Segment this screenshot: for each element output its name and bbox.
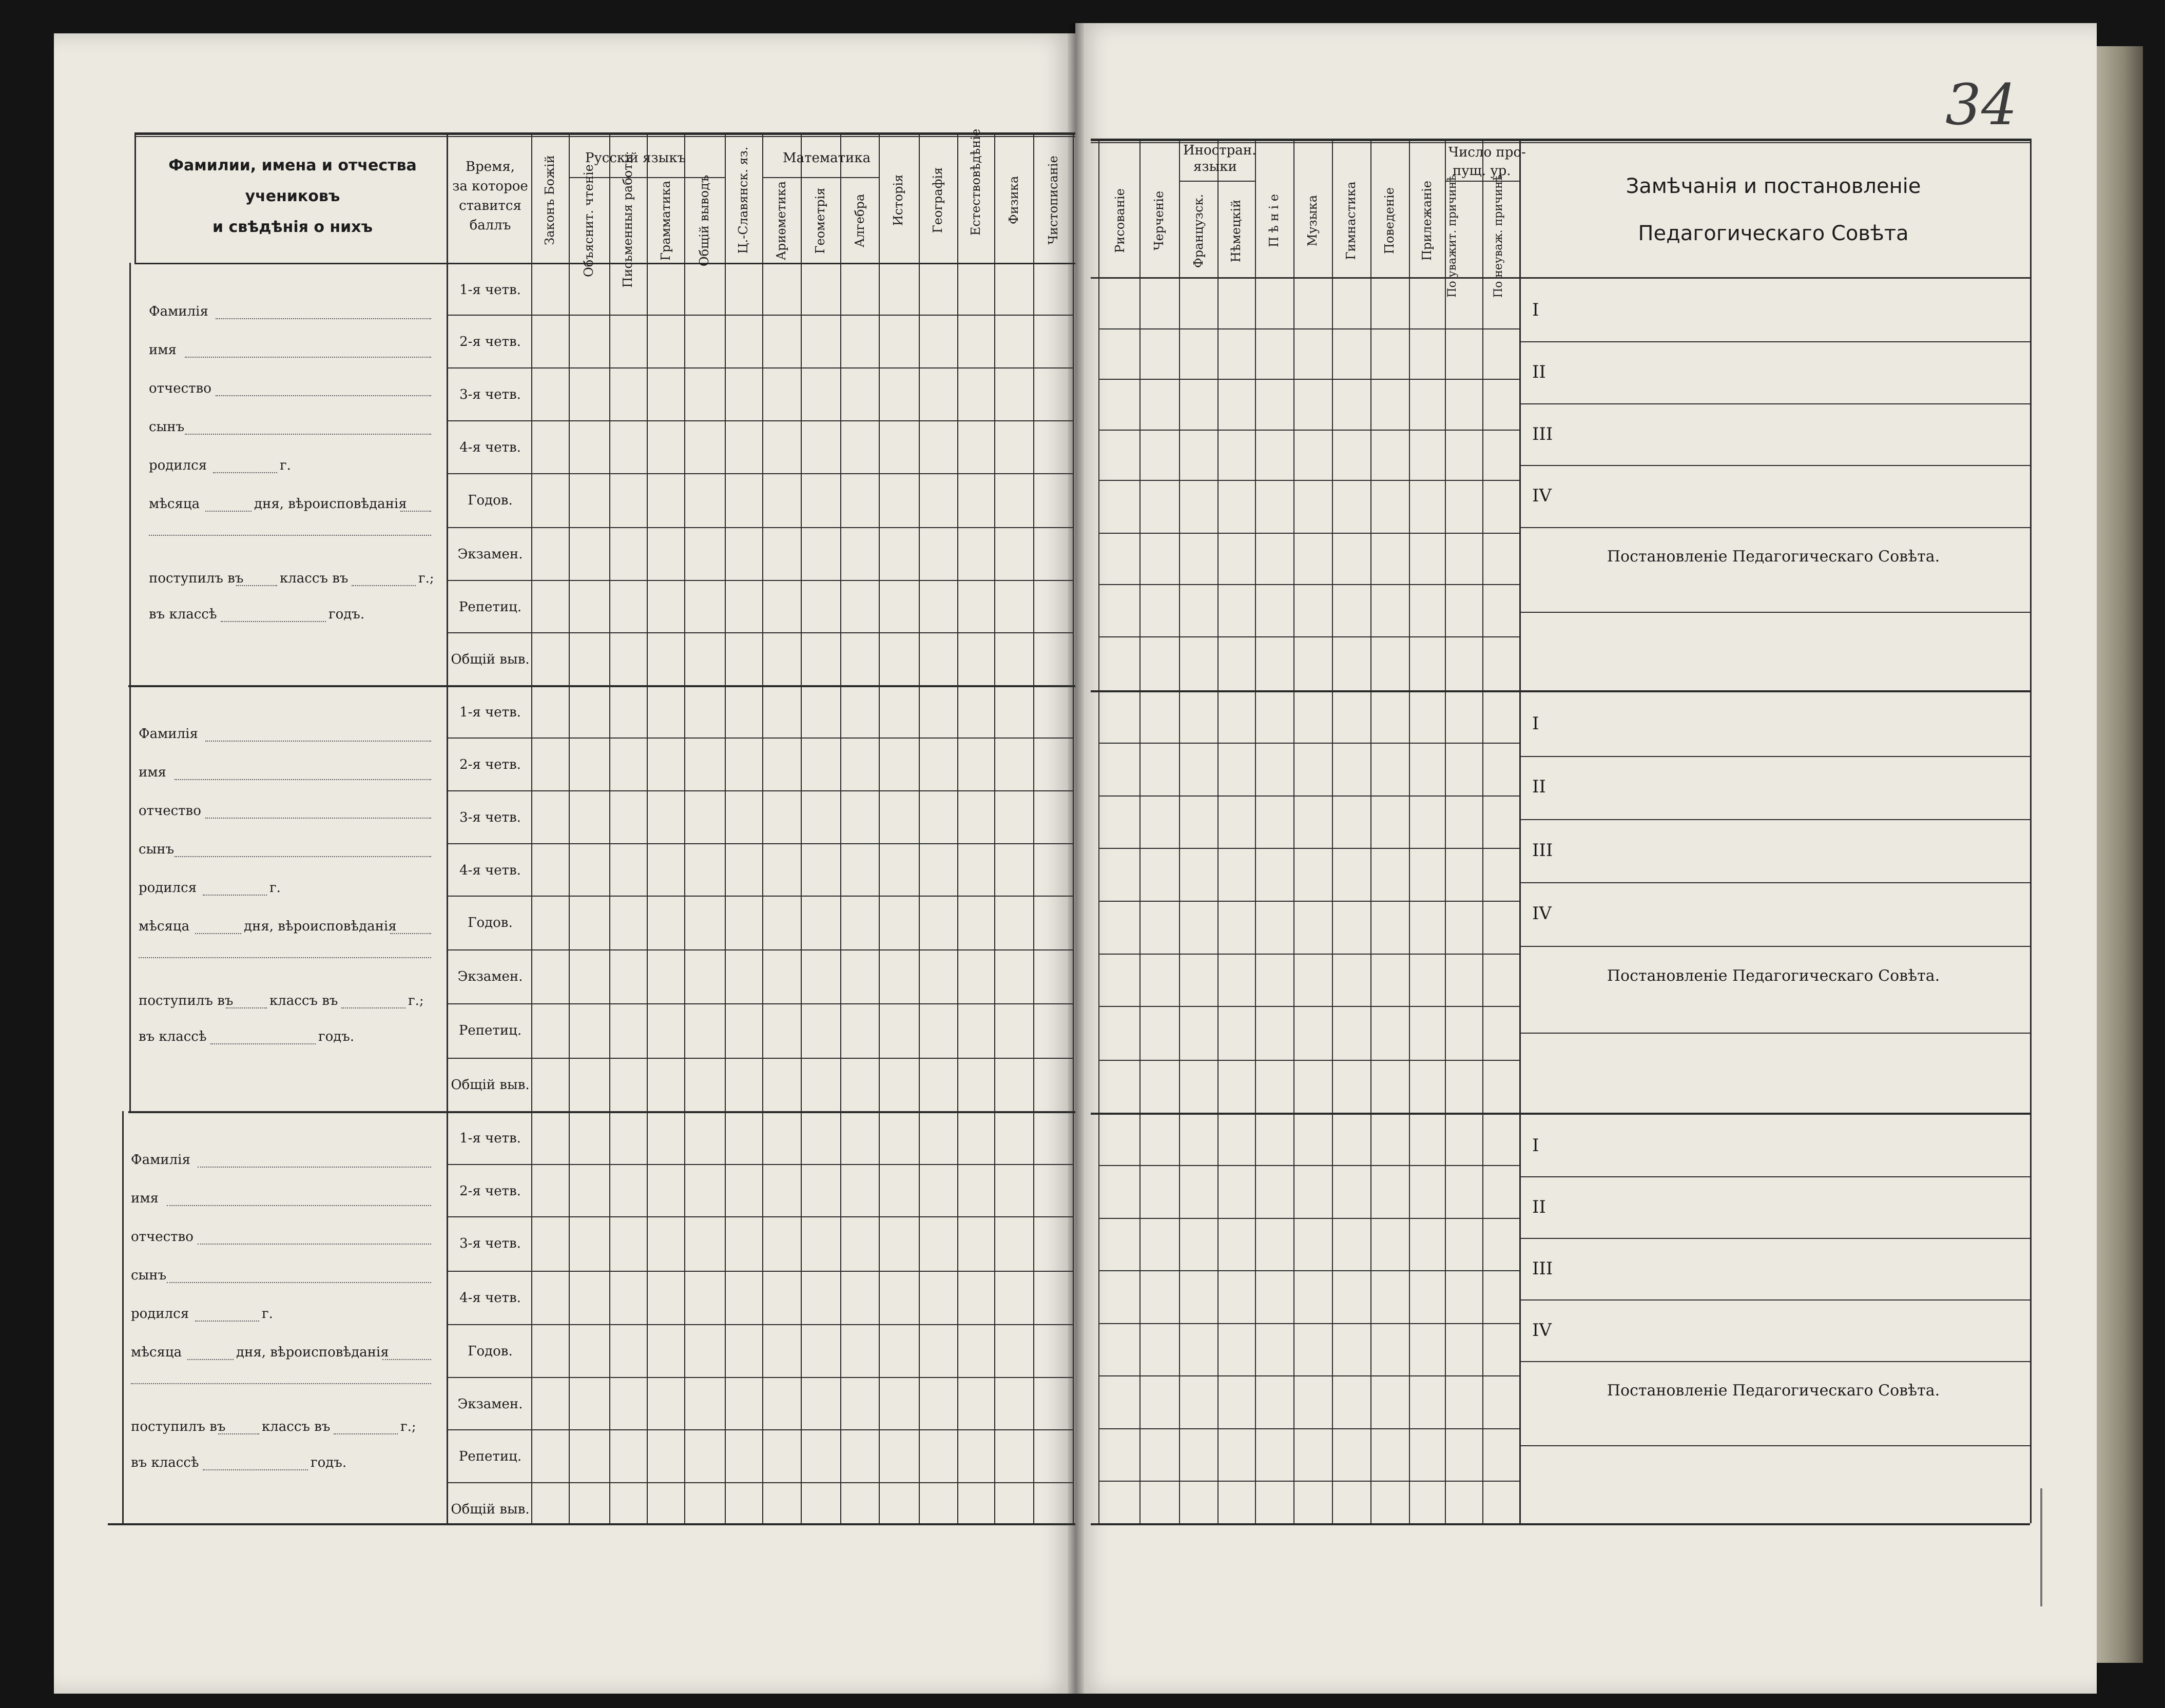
subject-header: Прилежаніе [1420,181,1434,261]
printer-imprint-mark [2040,1488,2042,1606]
field-class-label: классъ въ [280,571,349,586]
row-label: Годов. [468,493,513,508]
dotted-fill-line [167,1282,431,1283]
dotted-fill-line [226,1007,267,1008]
subject-header: Письменныя работы [621,153,635,288]
column-line [609,132,610,1523]
dotted-fill-line [216,395,431,396]
grade-row-line [1098,1375,1519,1376]
grade-row-line [447,1482,1073,1483]
field-patronymic-label: отчество [131,1229,194,1245]
row-label: 4-я четв. [459,863,521,878]
quarter-numeral: IV [1532,486,1552,506]
column-line [1332,139,1333,1523]
math-group-rule [762,177,879,178]
dotted-fill-line [390,933,431,934]
row-label: Экзамен. [457,1396,523,1412]
field-month-label: мѣсяца [139,919,190,934]
grade-row-line [447,1164,1073,1165]
column-line [1482,139,1483,1523]
subject-header: Поведеніе [1382,187,1397,254]
grade-row-line [1098,1060,1519,1061]
remarks-row-line [1519,612,2030,613]
row-label: 2-я четв. [459,1183,521,1199]
column-line [1179,139,1180,1523]
dotted-fill-line [236,585,277,586]
foreign-languages-group: языки [1193,159,1237,174]
grade-row-line [447,1377,1073,1378]
dotted-fill-line [175,779,431,780]
time-header-label: за которое [452,179,528,194]
field-year-suffix: г. [280,458,291,473]
row-label: Общій выв. [451,1077,530,1093]
grade-row-line [447,1003,1073,1004]
math-group: Математика [783,150,871,166]
quarter-numeral: II [1532,1197,1546,1217]
subject-header: Чистописаніе [1046,156,1060,245]
field-son-label: сынъ [139,842,175,857]
row-label: Общій выв. [451,1502,530,1517]
students-header-title: учениковъ [245,187,340,205]
column-line [1370,139,1371,1523]
page-number: 34 [1945,72,2017,138]
row-label: Репетиц. [458,1449,522,1464]
subject-header: Ариѳметика [774,181,788,261]
russian-language-group: Русскій языкъ [585,150,686,166]
absence-group: пущ. ур. [1453,163,1511,179]
left-border [122,1111,124,1523]
row-label: 1-я четв. [459,1131,521,1146]
grade-row-line [1098,1006,1519,1007]
dotted-fill-line [205,511,252,512]
grade-row-line [447,580,1073,581]
row-label: Репетиц. [458,599,522,615]
column-line [1033,132,1034,1523]
council-decision-label: Постановленіе Педагогическаго Совѣта. [1607,967,1940,985]
grade-row-line [1098,480,1519,481]
field-patronymic-label: отчество [149,381,211,396]
field-admitted-label: поступилъ въ [139,993,234,1008]
students-header-title: Фамилии, имена и отчества [168,157,417,174]
grade-row-line [447,263,1073,264]
row-label: 1-я четв. [459,705,521,720]
subject-header: По уважит. причинѣ [1446,174,1459,298]
remarks-row-line [1519,1033,2030,1034]
table-top-border [134,132,1075,135]
subject-header: Географія [931,167,945,234]
field-born-label: родился [149,458,207,473]
dotted-fill-line [203,1469,308,1470]
quarter-numeral: II [1532,362,1546,382]
field-admitted-label: поступилъ въ [149,571,244,586]
field-surname-label: Фамилія [149,304,208,319]
column-line [684,132,685,1523]
column-line [762,132,763,1523]
row-label: 3-я четв. [459,1236,521,1251]
quarter-numeral: I [1532,713,1539,734]
grade-row-line [1098,584,1519,585]
subject-header: Французск. [1191,193,1206,268]
dotted-fill-line [175,856,431,857]
column-line [725,132,726,1523]
row-label: 2-я четв. [459,334,521,350]
grade-row-line [1098,848,1519,849]
right-page [1075,23,2097,1694]
dotted-fill-line [195,933,241,934]
remarks-row-line [1519,1238,2030,1239]
column-line [994,132,995,1523]
dotted-fill-line [400,511,431,512]
row-label: 4-я четв. [459,440,521,455]
grade-row-line [447,632,1073,633]
dotted-fill-line [334,1433,398,1434]
quarter-numeral: III [1532,1258,1553,1279]
dotted-fill-line [185,434,431,435]
grade-row-line [1098,533,1519,534]
field-in-class-label: въ классѣ [139,1029,207,1044]
grade-row-line [447,1216,1073,1217]
remarks-row-line [1519,527,2030,528]
subject-header: Геометрія [813,187,827,254]
remarks-row-line [1519,341,2030,342]
row-label: Общій выв. [451,652,530,667]
subject-header: Естествовѣдѣніе [969,128,983,236]
dotted-fill-line [218,1433,259,1434]
column-line [447,132,448,1523]
field-in-class-label: въ классѣ [149,607,217,622]
students-header-title: и свѣдѣнія о нихъ [212,218,373,236]
dotted-fill-line [221,621,326,622]
column-line [1445,139,1446,1523]
column-line [879,132,880,1523]
dotted-fill-line [198,1244,431,1245]
field-religion-label: дня, вѣроисповѣданія [254,496,407,512]
field-month-label: мѣсяца [131,1345,182,1360]
time-header-label: ставится [459,198,521,214]
field-year-semicolon: г.; [400,1419,416,1434]
grade-row-line [1098,1428,1519,1429]
column-line [919,132,920,1523]
dotted-fill-line [382,1359,431,1360]
grade-row-line [447,420,1073,421]
quarter-numeral: IV [1532,1320,1552,1341]
field-admitted-label: поступилъ въ [131,1419,226,1434]
grade-row-line [1098,743,1519,744]
remarks-row-line [1519,465,2030,466]
dotted-fill-line [352,585,416,586]
grade-row-line [1098,795,1519,797]
column-line [1217,139,1219,1523]
remarks-row-line [1519,1176,2030,1177]
subject-header: Музыка [1305,195,1320,247]
field-year-suffix: г. [269,880,281,896]
grade-row-line [1098,1218,1519,1219]
grade-row-line [447,1324,1073,1325]
field-year-label: годъ. [311,1455,347,1470]
dotted-fill-line [195,1321,259,1322]
dotted-fill-line [341,1007,405,1008]
grade-row-line [447,367,1073,368]
row-label: Годов. [468,915,513,930]
subject-header: Алгебра [853,193,867,248]
dotted-fill-line [167,1205,431,1206]
dotted-fill-line [210,1043,316,1044]
subject-header: Объяснит. чтеніе [582,164,596,277]
row-label: Репетиц. [458,1023,522,1038]
quarter-numeral: I [1532,300,1539,320]
grade-row-line [447,1058,1073,1059]
field-religion-label: дня, вѣроисповѣданія [244,919,397,934]
grade-row-line [1098,954,1519,955]
left-page [54,33,1075,1694]
grade-row-line [447,1271,1073,1272]
left-border [129,263,131,1111]
column-line [1293,139,1294,1523]
grade-row-line [447,896,1073,897]
subject-header: Законъ Божій [543,155,557,245]
quarter-numeral: II [1532,777,1546,797]
column-line [1409,139,1410,1523]
row-label: 3-я четв. [459,387,521,402]
field-year-semicolon: г.; [418,571,434,586]
grade-row-line [1098,1481,1519,1482]
table-top-border-inner [134,136,1075,137]
subject-header: Гимнастика [1344,181,1358,260]
column-line [801,132,802,1523]
field-class-label: классъ въ [269,993,338,1008]
grade-row-line [1098,1165,1519,1166]
grade-row-line [1098,636,1519,637]
dotted-fill-line [139,957,431,958]
remarks-row-line [1519,1445,2030,1446]
grade-row-line [1098,690,1519,691]
council-decision-label: Постановленіе Педагогическаго Совѣта. [1607,1382,1940,1400]
field-born-label: родился [131,1306,189,1322]
column-line [1098,139,1099,1523]
grade-row-line [447,1111,1073,1112]
field-year-label: годъ. [328,607,365,622]
column-line [1519,139,1521,1523]
grade-row-line [1098,1113,1519,1114]
remarks-header: Замѣчанія и постановленіе [1626,174,1921,198]
grade-row-line [447,527,1073,528]
grade-row-line [447,949,1073,950]
field-year-semicolon: г.; [408,993,424,1008]
column-line [569,132,570,1523]
grade-row-line [447,1523,1073,1524]
quarter-numeral: III [1532,840,1553,861]
field-class-label: классъ въ [262,1419,331,1434]
subject-header: По неуваж. причинѣ [1492,174,1505,298]
field-year-label: годъ. [318,1029,355,1044]
field-in-class-label: въ классѣ [131,1455,199,1470]
field-month-label: мѣсяца [149,496,200,512]
remarks-row-line [1519,882,2030,883]
subject-header: Физика [1007,176,1021,225]
subject-header: Исторія [891,174,905,226]
grade-row-line [447,473,1073,474]
right-border [2030,139,2032,1523]
subject-header: Черченіе [1152,190,1166,251]
field-surname-label: Фамилія [139,726,198,742]
column-line [1139,139,1141,1523]
field-year-suffix: г. [262,1306,273,1322]
field-son-label: сынъ [131,1268,167,1283]
dotted-fill-line [198,1167,431,1168]
remarks-row-line [1519,403,2030,404]
row-label: 2-я четв. [459,757,521,772]
remarks-header: Педагогическаго Совѣта [1638,222,1909,245]
grade-row-line [1098,1323,1519,1324]
row-label: 4-я четв. [459,1290,521,1306]
row-label: 3-я четв. [459,810,521,825]
column-line [647,132,648,1523]
dotted-fill-line [216,318,431,319]
dotted-fill-line [203,895,267,896]
field-name-label: имя [139,765,166,780]
grade-row-line [447,1429,1073,1430]
remarks-row-line [1519,1361,2030,1362]
quarter-numeral: IV [1532,903,1552,924]
remarks-row-line [1519,946,2030,947]
grade-row-line [1098,328,1519,329]
table-top-border [1091,139,2030,141]
column-line [1073,132,1074,1523]
grade-row-line [1098,1270,1519,1271]
field-born-label: родился [139,880,197,896]
remarks-row-line [1519,756,2030,757]
subject-header: Рисованіе [1113,188,1127,253]
row-label: Экзамен. [457,969,523,984]
grade-row-line [1098,430,1519,431]
subject-header: П ѣ н і е [1267,194,1281,247]
column-line [957,132,958,1523]
quarter-numeral: I [1532,1135,1539,1156]
dotted-fill-line [185,357,431,358]
dotted-fill-line [149,535,431,536]
grade-row-line [1098,901,1519,902]
grade-row-line [447,843,1073,844]
subject-header: Грамматика [659,181,673,261]
remarks-row-line [1519,1299,2030,1301]
field-surname-label: Фамилія [131,1152,190,1168]
row-label: Экзамен. [457,547,523,562]
quarter-numeral: III [1532,424,1553,444]
field-patronymic-label: отчество [139,803,201,819]
field-name-label: имя [131,1191,159,1206]
grade-row-line [447,685,1073,686]
field-son-label: сынъ [149,419,185,435]
subject-header: Общій выводъ [697,174,711,267]
subject-header: Ц.-Славянск. яз. [736,146,750,254]
dotted-fill-line [187,1359,234,1360]
foreign-group-rule [1179,181,1255,182]
dotted-fill-line [213,472,277,473]
column-line [840,132,841,1523]
grade-row-line [1098,1523,1519,1524]
field-religion-label: дня, вѣроисповѣданія [236,1345,389,1360]
dotted-fill-line [205,818,431,819]
dotted-fill-line [205,741,431,742]
remarks-row-line [1519,819,2030,820]
grade-row-line [447,790,1073,791]
row-label: 1-я четв. [459,282,521,298]
column-line [1255,139,1256,1523]
time-header-label: Время, [465,159,515,174]
dotted-fill-line [131,1383,431,1384]
spine-gutter [1068,23,1084,1694]
row-label: Годов. [468,1344,513,1359]
subject-header: Нѣмецкій [1229,199,1243,263]
grade-row-line [1098,379,1519,380]
absence-group: Число про- [1448,145,1526,160]
grade-row-line [447,737,1073,739]
left-border [134,132,136,263]
grade-row-line [447,315,1073,316]
council-decision-label: Постановленіе Педагогическаго Совѣта. [1607,548,1940,566]
field-name-label: имя [149,342,177,358]
time-header-label: баллъ [469,218,511,233]
column-line [531,132,532,1523]
foreign-languages-group: Иностран. [1183,143,1257,158]
